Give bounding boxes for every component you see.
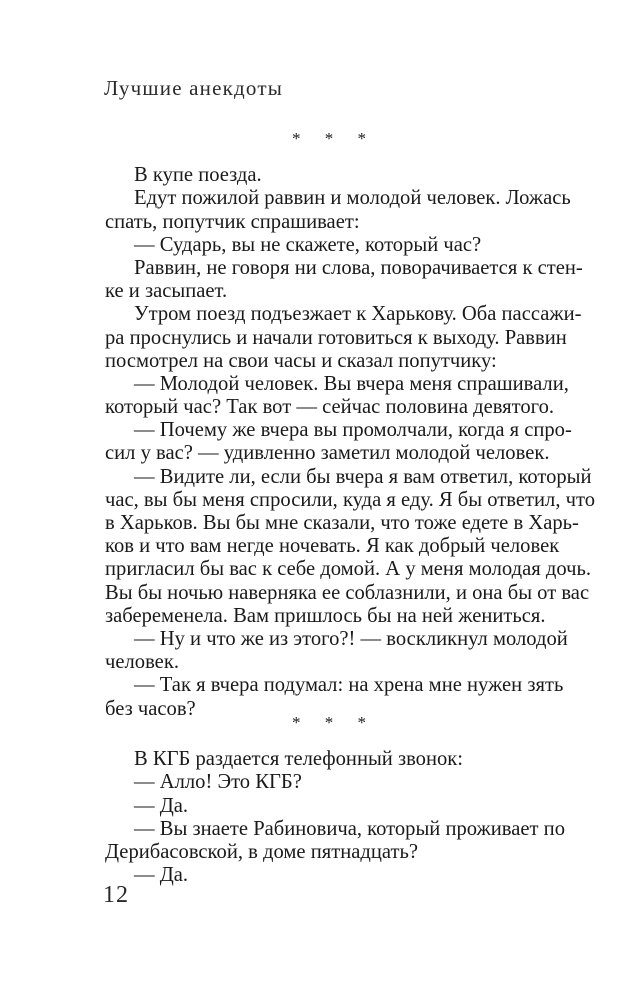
text-line: который час? Так вот — сейчас половина девятого. — [105, 396, 555, 419]
joke-1-text — [105, 164, 596, 721]
text-line: — Сударь, вы не скажете, который час? — [134, 233, 482, 256]
section-separator: * * * — [292, 713, 376, 732]
text-line: Едут пожилой раввин и молодой человек. Ложась — [134, 187, 571, 210]
text-line: — Да. — [134, 794, 189, 817]
text-line: Вы бы ночью наверняка ее соблазнили, и она бы от вас — [105, 581, 590, 604]
text-line: — Молодой человек. Вы вчера меня спрашивали, — [134, 372, 569, 395]
running-header: Лучшие анекдоты — [104, 76, 284, 100]
text-line: Дерибасовской, в доме пятнадцать? — [105, 840, 418, 863]
section-separator: * * * — [292, 129, 376, 148]
text-line: ке и засыпает. — [105, 280, 228, 303]
text-line: человек. — [105, 651, 179, 674]
text-line: спать, попутчик спрашивает: — [105, 210, 360, 233]
joke-2-text — [105, 748, 565, 887]
text-line: ра проснулись и начали готовиться к выходу. Раввин — [105, 326, 567, 349]
text-line: забеременела. Вам пришлось бы на ней жениться. — [105, 604, 546, 627]
text-line: — Да. — [134, 864, 189, 887]
text-line: — Почему же вчера вы промолчали, когда я спро- — [134, 419, 572, 442]
text-line: — Ну и что же из этого?! — воскликнул молодой — [134, 627, 568, 650]
text-line: посмотрел на свои часы и сказал попутчику: — [105, 349, 497, 372]
page-number: 12 — [103, 882, 129, 908]
text-line: В купе поезда. — [134, 164, 262, 187]
text-line: час, вы бы меня спросили, куда я еду. Я бы ответил, что — [105, 488, 596, 511]
text-line: сил у вас? — удивленно заметил молодой человек. — [105, 442, 550, 465]
text-line: пригласил бы вас к себе домой. А у меня молодая дочь. — [105, 558, 591, 581]
text-line: — Видите ли, если бы вчера я вам ответил, который — [134, 465, 592, 488]
joke-1 — [105, 127, 596, 721]
text-line: — Так я вчера подумал: на хрена мне нужен зять — [134, 674, 564, 697]
text-line: — Алло! Это КГБ? — [134, 771, 302, 794]
text-line: без часов? — [105, 697, 196, 720]
text-line: — Вы знаете Рабиновича, который проживает по — [134, 817, 565, 840]
text-line: В КГБ раздается телефонный звонок: — [134, 748, 464, 771]
text-line: ков и что вам негде ночевать. Я как добрый человек — [105, 535, 560, 558]
text-line: Раввин, не говоря ни слова, поворачивается к стен- — [134, 256, 583, 279]
joke-2 — [105, 711, 565, 887]
text-line: Утром поезд подъезжает к Харькову. Оба пассажи- — [134, 303, 582, 326]
text-line: в Харьков. Вы бы мне сказали, что тоже едете в Харь- — [105, 512, 579, 534]
